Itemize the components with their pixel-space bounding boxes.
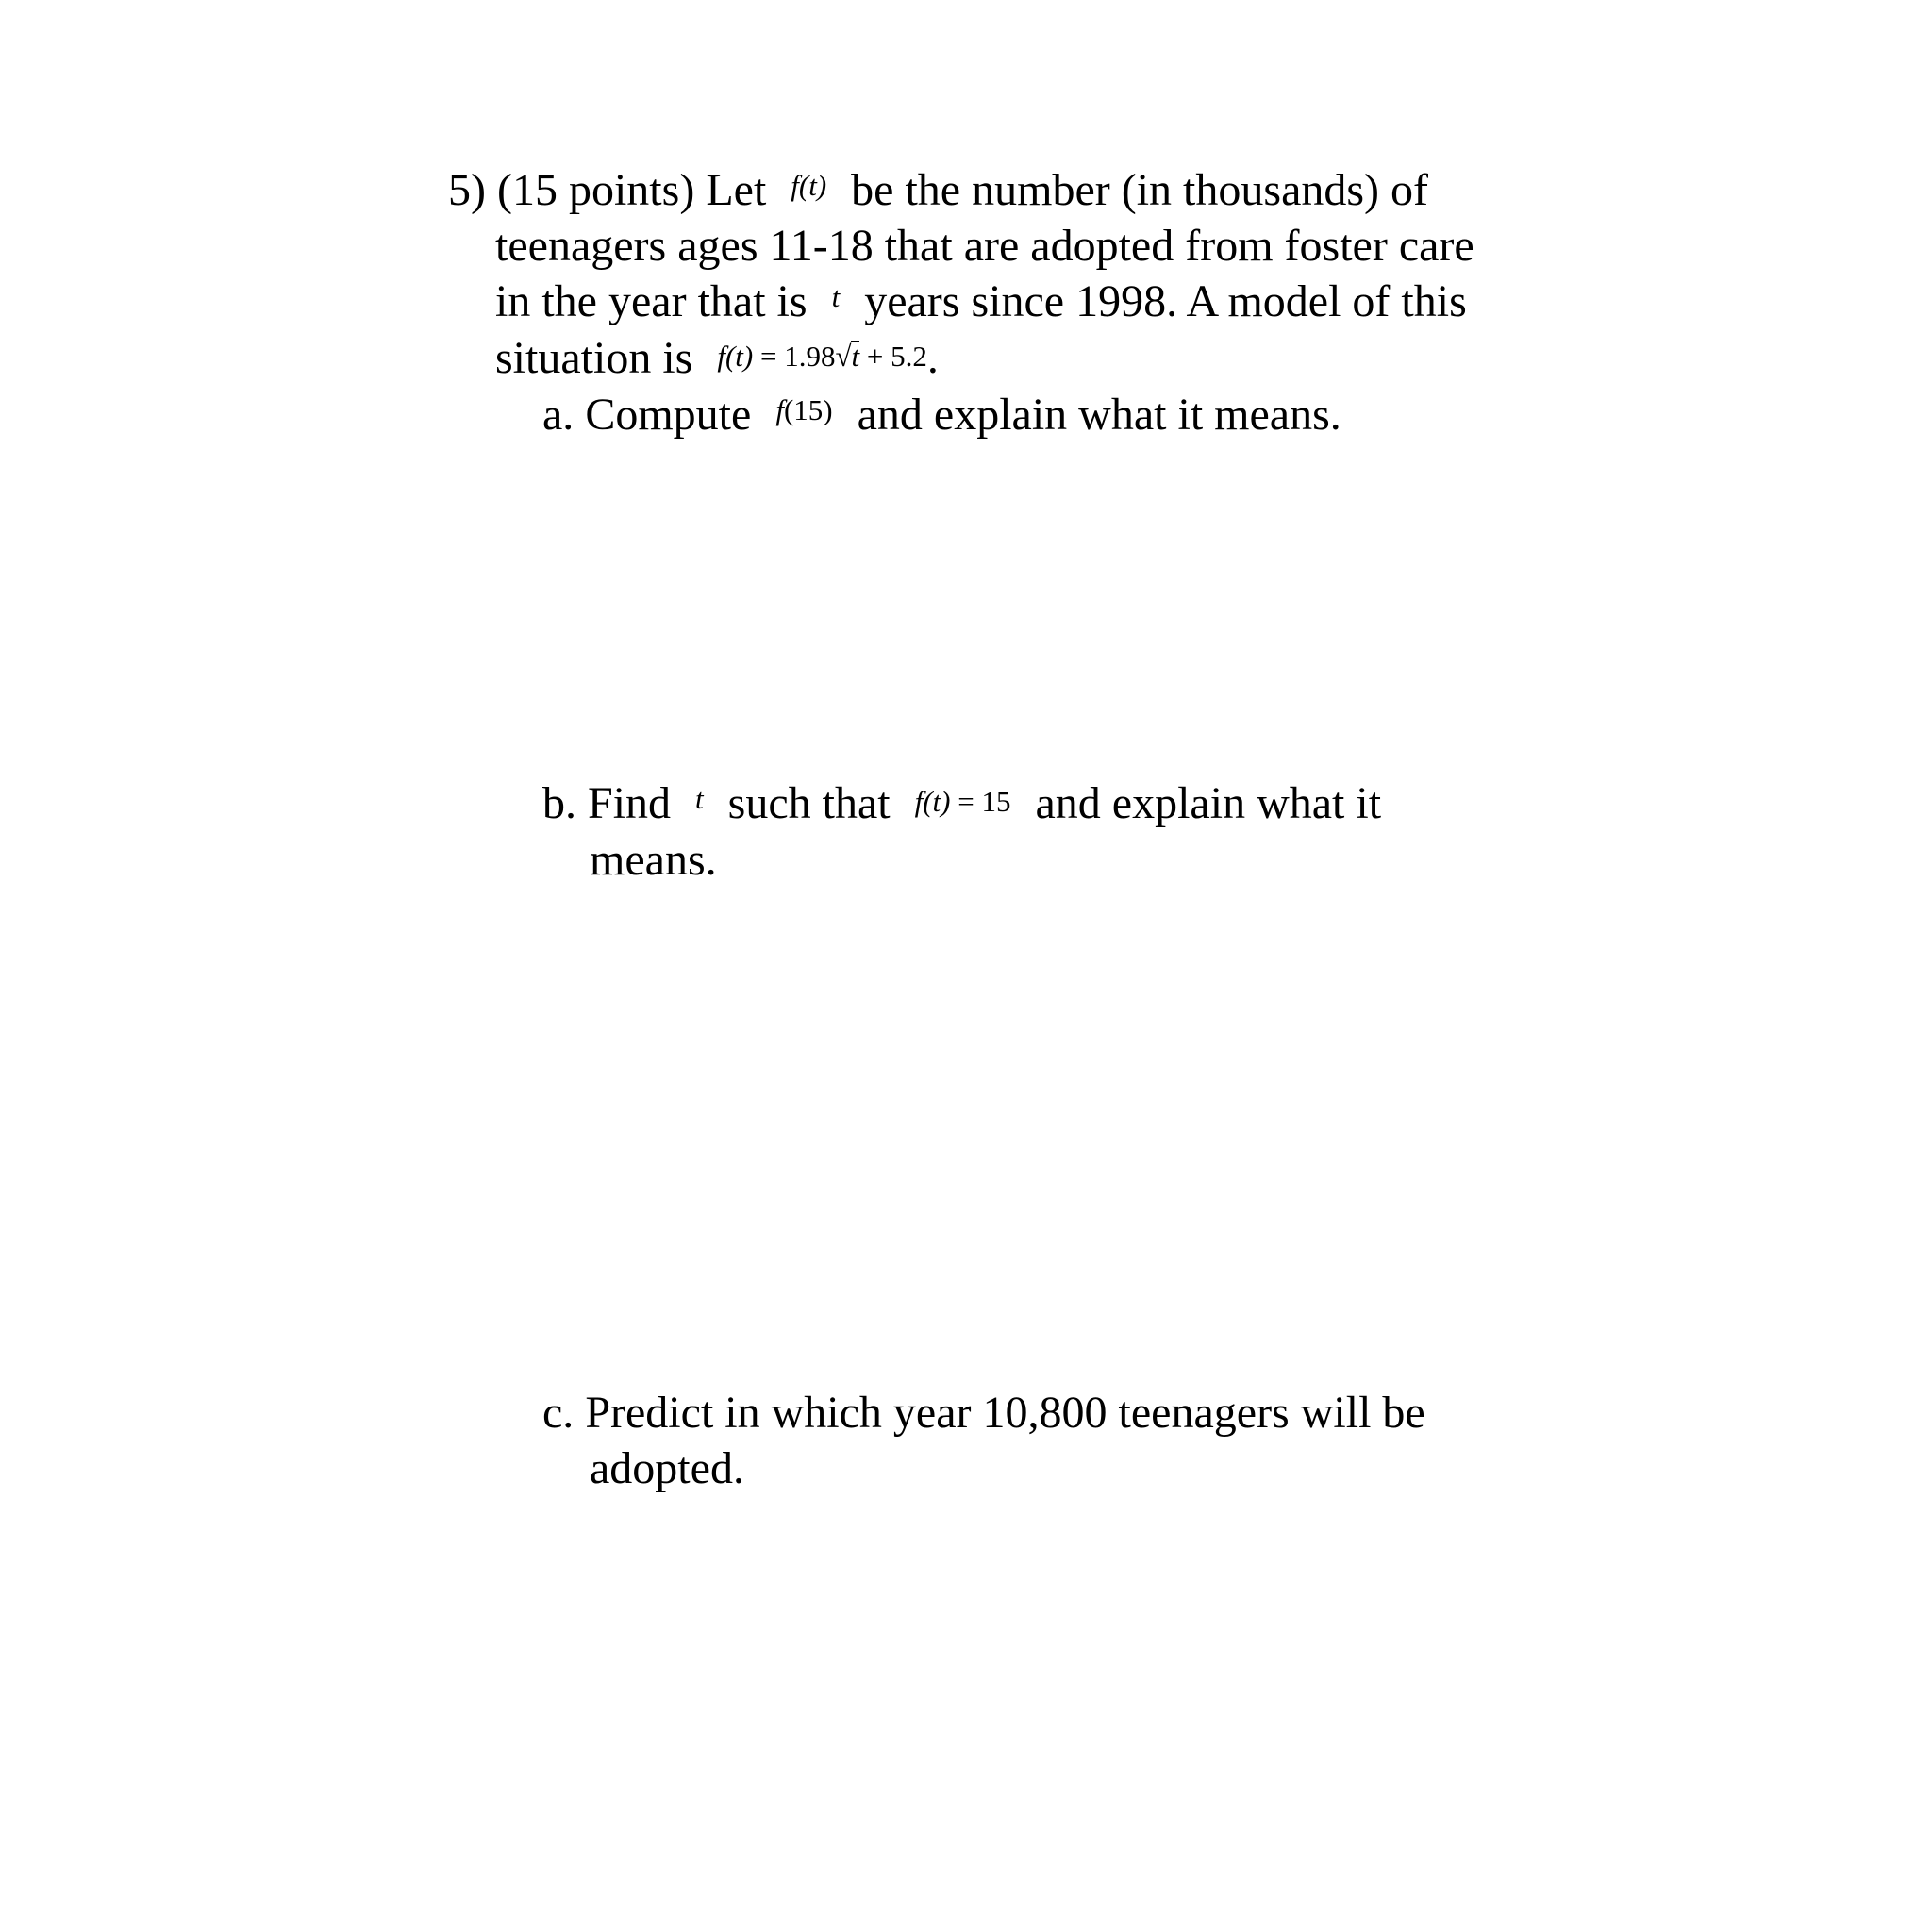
part-a-text: Compute — [585, 390, 752, 440]
problem-text: years since 1998. A model of this — [864, 276, 1467, 326]
problem-text: in the year that is — [495, 276, 808, 326]
model-plus: + — [866, 340, 884, 373]
part-c-text: Predict in which year 10,800 teenagers will be — [585, 1388, 1425, 1438]
problem-text: be the number (in thousands) of — [851, 165, 1429, 215]
part-b-text: such that — [727, 778, 891, 828]
part-a-label: a. — [542, 390, 575, 440]
part-c-continuation: adopted. — [590, 1443, 744, 1493]
problem-line-3 — [495, 274, 1467, 335]
problem-text: Let — [706, 165, 767, 215]
variable-t: t — [831, 280, 841, 313]
model-coefficient: 1.98 — [784, 340, 836, 373]
model-constant: 5.2 — [891, 340, 927, 373]
part-c — [542, 1385, 1425, 1441]
part-b-text: Find — [588, 778, 672, 828]
part-b-continuation: means. — [590, 835, 717, 885]
model-equals: = — [759, 340, 777, 373]
sqrt-sign: √ — [835, 340, 852, 373]
sentence-period: . — [926, 333, 939, 383]
problem-number: 5) — [448, 165, 486, 215]
model-radicand: t — [851, 340, 860, 373]
problem-points: (15 points) — [496, 165, 695, 215]
model-equation — [717, 340, 926, 373]
function-notation: f(t) — [791, 169, 827, 202]
problem-line-2: teenagers ages 11-18 that are adopted from foster care — [495, 221, 1474, 271]
model-lhs: f(t) — [717, 340, 754, 373]
problem-line-4 — [495, 330, 939, 391]
part-b-variable: t — [695, 782, 704, 815]
problem-line-1 — [448, 162, 1428, 224]
part-a-text: and explain what it means. — [857, 390, 1341, 440]
part-b-expression: f(t) = 15 — [914, 785, 1011, 818]
part-a-expression: f(15) — [775, 393, 833, 426]
part-c-label: c. — [542, 1388, 575, 1438]
problem-text: situation is — [495, 333, 693, 383]
part-b-text: and explain what it — [1035, 778, 1382, 828]
part-b — [542, 775, 1381, 837]
part-b-label: b. — [542, 778, 576, 828]
part-a — [542, 387, 1341, 448]
